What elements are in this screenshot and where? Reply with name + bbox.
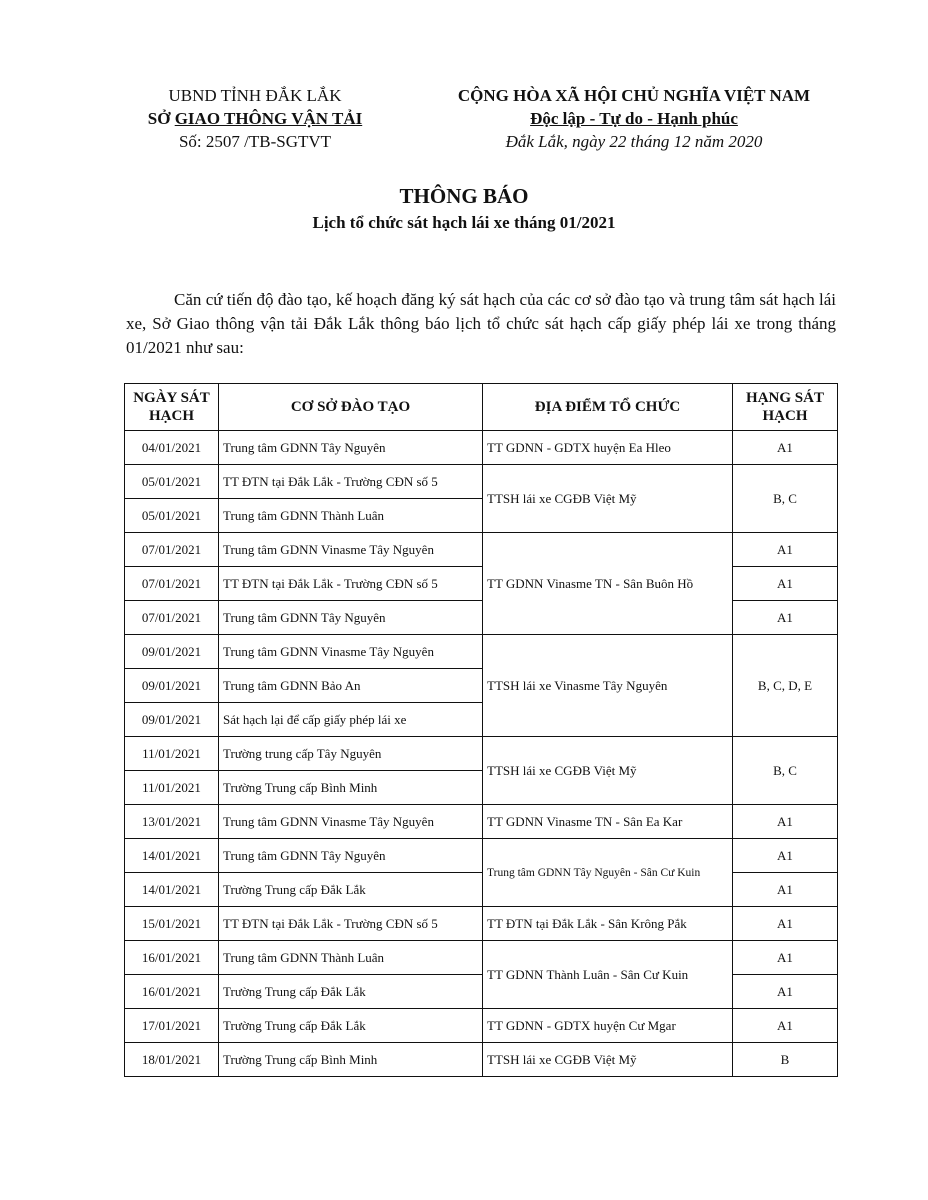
agency-prefix: SỞ: [147, 109, 175, 128]
doc-subtitle: Lịch tổ chức sát hạch lái xe tháng 01/2021: [312, 213, 616, 232]
date-cell: 09/01/2021: [125, 635, 219, 669]
school-cell: Trung tâm GDNN Thành Luân: [219, 941, 483, 975]
table-row: [125, 907, 838, 941]
school-cell: Trung tâm GDNN Tây Nguyên: [219, 601, 483, 635]
agency-name-line: [130, 107, 380, 130]
date-cell: 15/01/2021: [125, 907, 219, 941]
date-cell: 04/01/2021: [125, 431, 219, 465]
schedule-table: [124, 383, 838, 1077]
date-cell: 16/01/2021: [125, 975, 219, 1009]
intro-paragraph: Căn cứ tiến độ đào tạo, kế hoạch đăng ký sát hạch của các cơ sở đào tạo và trung tâm sát hạch lái xe, Sở Giao thông vận tải Đắk Lắk thông báo lịch tổ chức sát hạch cấp giấy phép lái xe trong tháng 01/2021 như sau:: [126, 290, 836, 357]
table-header-row: [125, 384, 838, 431]
school-cell: Trung tâm GDNN Tây Nguyên: [219, 431, 483, 465]
class-cell: A1: [733, 601, 838, 635]
school-cell: TT ĐTN tại Đắk Lắk - Trường CĐN số 5: [219, 907, 483, 941]
agency-header: [130, 84, 380, 153]
school-cell: Trung tâm GDNN Vinasme Tây Nguyên: [219, 635, 483, 669]
col-header-date: NGÀY SÁT HẠCH: [125, 384, 219, 431]
location-cell: TT GDNN Vinasme TN - Sân Buôn Hồ: [483, 533, 733, 635]
table-row: [125, 533, 838, 567]
location-cell: TT GDNN Thành Luân - Sân Cư Kuin: [483, 941, 733, 1009]
nation-header: [432, 84, 836, 153]
school-cell: Trường Trung cấp Bình Minh: [219, 1043, 483, 1077]
table-row: [125, 431, 838, 465]
school-cell: TT ĐTN tại Đắk Lắk - Trường CĐN số 5: [219, 567, 483, 601]
date-cell: 09/01/2021: [125, 703, 219, 737]
class-cell: A1: [733, 839, 838, 873]
school-cell: Trường Trung cấp Đắk Lắk: [219, 975, 483, 1009]
location-cell: TT GDNN Vinasme TN - Sân Ea Kar: [483, 805, 733, 839]
class-cell: A1: [733, 907, 838, 941]
school-cell: Trường Trung cấp Đắk Lắk: [219, 1009, 483, 1043]
table-row: [125, 941, 838, 975]
col-header-class: HẠNG SÁT HẠCH: [733, 384, 838, 431]
date-cell: 05/01/2021: [125, 499, 219, 533]
location-cell: TT GDNN - GDTX huyện Cư Mgar: [483, 1009, 733, 1043]
doc-title: THÔNG BÁO: [399, 184, 529, 208]
school-cell: Trường trung cấp Tây Nguyên: [219, 737, 483, 771]
date-cell: 18/01/2021: [125, 1043, 219, 1077]
location-cell: TTSH lái xe CGĐB Việt Mỹ: [483, 465, 733, 533]
class-cell: A1: [733, 431, 838, 465]
date-cell: 11/01/2021: [125, 737, 219, 771]
date-cell: 11/01/2021: [125, 771, 219, 805]
table-row: [125, 1009, 838, 1043]
school-cell: TT ĐTN tại Đắk Lắk - Trường CĐN số 5: [219, 465, 483, 499]
table-row: [125, 737, 838, 771]
location-cell: TTSH lái xe CGĐB Việt Mỹ: [483, 1043, 733, 1077]
school-cell: Trung tâm GDNN Vinasme Tây Nguyên: [219, 533, 483, 567]
table-row: [125, 805, 838, 839]
location-cell: Trung tâm GDNN Tây Nguyên - Sân Cư Kuin: [483, 839, 733, 907]
table-row: [125, 465, 838, 499]
nation-name: CỘNG HÒA XÃ HỘI CHỦ NGHĨA VIỆT NAM: [457, 86, 811, 105]
date-cell: 09/01/2021: [125, 669, 219, 703]
col-header-location: ĐỊA ĐIỂM TỔ CHỨC: [483, 384, 733, 431]
date-cell: 14/01/2021: [125, 873, 219, 907]
class-cell: A1: [733, 533, 838, 567]
table-row: [125, 635, 838, 669]
class-cell: A1: [733, 567, 838, 601]
date-cell: 07/01/2021: [125, 567, 219, 601]
col-header-school: CƠ SỞ ĐÀO TẠO: [219, 384, 483, 431]
table-row: [125, 1043, 838, 1077]
school-cell: Trung tâm GDNN Vinasme Tây Nguyên: [219, 805, 483, 839]
location-cell: TTSH lái xe Vinasme Tây Nguyên: [483, 635, 733, 737]
agency-name: GIAO THÔNG VẬN TẢI: [174, 109, 363, 128]
school-cell: Trung tâm GDNN Tây Nguyên: [219, 839, 483, 873]
date-cell: 05/01/2021: [125, 465, 219, 499]
agency-parent: UBND TỈNH ĐẮK LẮK: [168, 86, 342, 105]
class-cell: A1: [733, 941, 838, 975]
location-cell: TT GDNN - GDTX huyện Ea Hleo: [483, 431, 733, 465]
motto: Độc lập - Tự do - Hạnh phúc: [530, 109, 738, 128]
school-cell: Trung tâm GDNN Bảo An: [219, 669, 483, 703]
school-cell: Trung tâm GDNN Thành Luân: [219, 499, 483, 533]
class-cell: A1: [733, 873, 838, 907]
doc-number: Số: 2507 /TB-SGTVT: [178, 132, 332, 151]
school-cell: Sát hạch lại để cấp giấy phép lái xe: [219, 703, 483, 737]
location-cell: TTSH lái xe CGĐB Việt Mỹ: [483, 737, 733, 805]
school-cell: Trường Trung cấp Bình Minh: [219, 771, 483, 805]
place-date: Đắk Lắk, ngày 22 tháng 12 năm 2020: [505, 132, 763, 151]
date-cell: 16/01/2021: [125, 941, 219, 975]
date-cell: 14/01/2021: [125, 839, 219, 873]
date-cell: 07/01/2021: [125, 533, 219, 567]
date-cell: 13/01/2021: [125, 805, 219, 839]
class-cell: B, C: [733, 737, 838, 805]
class-cell: A1: [733, 1009, 838, 1043]
date-cell: 07/01/2021: [125, 601, 219, 635]
class-cell: A1: [733, 805, 838, 839]
school-cell: Trường Trung cấp Đắk Lắk: [219, 873, 483, 907]
class-cell: B, C: [733, 465, 838, 533]
location-cell: TT ĐTN tại Đắk Lắk - Sân Krông Pắk: [483, 907, 733, 941]
class-cell: B: [733, 1043, 838, 1077]
table-row: [125, 839, 838, 873]
class-cell: A1: [733, 975, 838, 1009]
date-cell: 17/01/2021: [125, 1009, 219, 1043]
class-cell: B, C, D, E: [733, 635, 838, 737]
